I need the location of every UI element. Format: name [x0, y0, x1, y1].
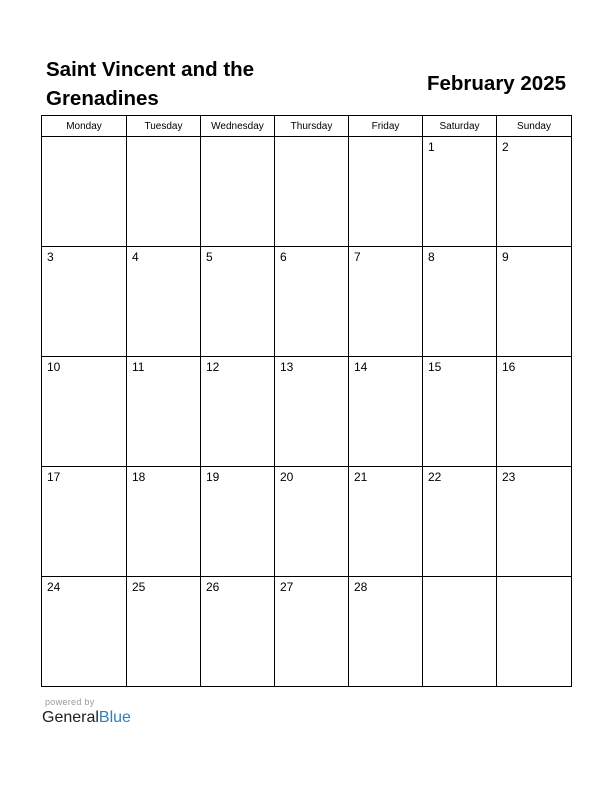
day-cell [349, 247, 423, 357]
day-number: 21 [354, 470, 368, 484]
day-number [497, 577, 571, 580]
day-cell [349, 577, 423, 687]
day-number: 17 [47, 470, 61, 484]
day-cell [275, 357, 349, 467]
day-cell [42, 137, 127, 247]
region-title-line-2: Grenadines [46, 87, 159, 110]
week-row-4 [42, 467, 572, 577]
day-cell [201, 577, 275, 687]
day-number: 5 [206, 250, 213, 264]
day-cell [127, 577, 201, 687]
day-cell [497, 137, 572, 247]
day-cell [497, 357, 572, 467]
day-cell [42, 577, 127, 687]
day-cell [201, 137, 275, 247]
day-number [275, 137, 348, 140]
day-cell [127, 467, 201, 577]
calendar-grid [41, 115, 572, 687]
day-number [349, 137, 422, 140]
day-number: 14 [354, 360, 368, 374]
day-number: 25 [132, 580, 146, 594]
weekday-header-row [42, 116, 572, 137]
weekday-tuesday: Tuesday [127, 116, 201, 137]
day-number: 7 [354, 250, 361, 264]
day-cell [42, 357, 127, 467]
brand-logo [42, 708, 131, 728]
region-title-line-1: Saint Vincent and the [46, 58, 255, 81]
day-cell [423, 577, 497, 687]
day-number: 10 [47, 360, 61, 374]
day-number: 28 [354, 580, 368, 594]
day-cell [42, 467, 127, 577]
day-cell [349, 467, 423, 577]
day-number: 2 [502, 140, 509, 154]
day-number [201, 137, 274, 140]
day-number [127, 137, 200, 140]
weekday-wednesday: Wednesday [201, 116, 275, 137]
day-cell [349, 137, 423, 247]
day-number: 9 [502, 250, 509, 264]
day-cell [201, 467, 275, 577]
week-row-2 [42, 247, 572, 357]
powered-by-label: powered by [45, 697, 95, 707]
day-cell [127, 137, 201, 247]
day-number: 3 [47, 250, 54, 264]
day-cell [497, 247, 572, 357]
day-number: 1 [428, 140, 435, 154]
day-number: 12 [206, 360, 220, 374]
day-number: 26 [206, 580, 220, 594]
day-number [423, 577, 496, 580]
day-cell [127, 357, 201, 467]
day-number: 16 [502, 360, 516, 374]
week-row-5 [42, 577, 572, 687]
day-number: 27 [280, 580, 294, 594]
day-number: 18 [132, 470, 146, 484]
weekday-saturday: Saturday [423, 116, 497, 137]
weekday-sunday: Sunday [497, 116, 572, 137]
day-cell [423, 247, 497, 357]
day-number: 23 [502, 470, 516, 484]
day-number: 19 [206, 470, 220, 484]
weekday-thursday: Thursday [275, 116, 349, 137]
day-cell [497, 577, 572, 687]
day-number [42, 137, 126, 140]
day-cell [127, 247, 201, 357]
day-cell [275, 137, 349, 247]
day-cell [275, 247, 349, 357]
brand-name-general: General [42, 709, 99, 726]
month-title: February 2025 [426, 72, 566, 95]
day-number: 24 [47, 580, 61, 594]
day-cell [423, 467, 497, 577]
footer-branding [42, 697, 131, 728]
day-number: 4 [132, 250, 139, 264]
day-cell [275, 577, 349, 687]
weekday-friday: Friday [349, 116, 423, 137]
day-cell [275, 467, 349, 577]
day-cell [201, 357, 275, 467]
region-title [46, 55, 296, 113]
day-number: 13 [280, 360, 294, 374]
week-row-3 [42, 357, 572, 467]
day-number: 22 [428, 470, 442, 484]
day-number: 8 [428, 250, 435, 264]
day-cell [42, 247, 127, 357]
day-cell [423, 357, 497, 467]
day-number: 6 [280, 250, 287, 264]
day-cell [497, 467, 572, 577]
calendar-header [46, 55, 566, 115]
day-cell [423, 137, 497, 247]
day-number: 20 [280, 470, 294, 484]
week-row-1 [42, 137, 572, 247]
brand-name-blue: Blue [98, 709, 131, 726]
day-cell [201, 247, 275, 357]
day-number: 11 [132, 360, 145, 374]
day-number: 15 [428, 360, 442, 374]
day-cell [349, 357, 423, 467]
weekday-monday: Monday [42, 116, 127, 137]
